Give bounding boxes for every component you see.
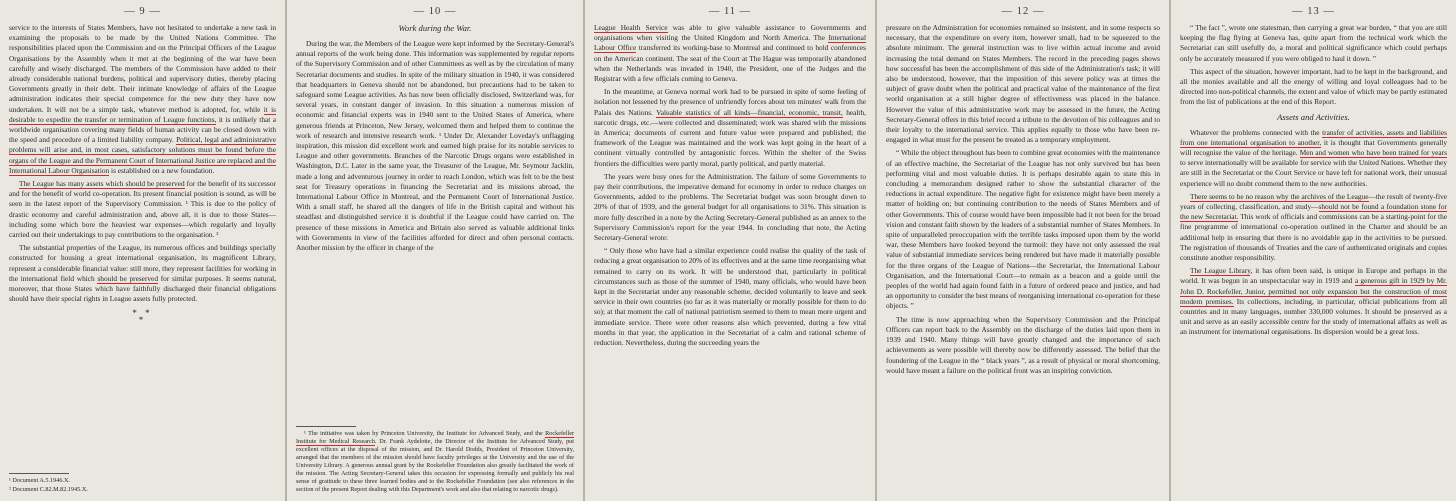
underlined-text: transfer of activities, assets and liabilities from one international organisation to another, bbox=[1180, 127, 1448, 147]
section-separator: * * * bbox=[132, 308, 153, 326]
footnotes bbox=[9, 473, 276, 495]
footnote-rule bbox=[296, 426, 356, 427]
page-number: — 9 — bbox=[124, 6, 161, 17]
footnote-rule bbox=[9, 473, 69, 474]
underlined-text: The League has many assets which should be preserved bbox=[19, 179, 185, 189]
paragraph: During the war, the Members of the League were kept informed by the Secretary-General's annual reports of the work being done. This information was supplemented by regular reports of the Supervisory Commission and of other Committees as well as by the circulation of many Secretariat documents and studies. In spite of the military situation in 1940, it was considered that headquarters in Geneva should not be abandoned, but precautions had to be taken to safeguard some League activities. As has now been officially disclosed, Switzerland was, for several years, in constant danger of invasion. In this situation a numerous mission of economic and financial experts was in 1940 sent to the United States of America, where generous friends at Princeton, New Jersey, welcomed them and helped them to continue the work of research and intensive research work. ¹ Under Dr. Alexander Loveday's unflagging inspiration, this mission did excellent work and earned high praise for its notable services to League and other governments. Branches of the Narcotic Drugs organs were established in Washington, D.C. Later in the same year, the Treasurer of the League, Mr. Seymour Jacklin, made a long and adventurous journey in order to reach London, which was felt to be the best seat for Treasury operations in financing the Secretariat and its missions abroad, the International Labour Office in Montreal, and the Permanent Court of International Justice. With a small staff, he shared all the dangers of life in the British capital and without his steadfast and distinguished service it is doubtful if the League could have carried on. The presence of these missions in America and Britain also served as valuable additional links with Governments in view of the facilities afforded for direct and often personal contacts. Another mission by the officer in charge of the bbox=[296, 39, 574, 253]
footnotes bbox=[296, 426, 574, 495]
document-page-10 bbox=[287, 0, 585, 501]
underlined-text: Political, legal and administrative problems will arise and, in most cases, satisfactory solutions must be found before the organs of the League and the Permanent Court of International Justice are replaced and the International Labour Organisation bbox=[9, 135, 276, 175]
underlined-text: International Labour Office bbox=[594, 33, 866, 53]
document-page-13 bbox=[1171, 0, 1456, 501]
paragraph: The League Library, it has often been said, is unique in Europe and perhaps in the world. It was begun in an unspectacular way in 1919 and a generous gift in 1929 by Mr. John D. Rockefeller, Junior, permitted not only expansion but the construction of most modern premises. Its collections, including, in particular, official publications from all countries and in many languages, number 330,000 volumes. It should be preserved as a unit and serve as an easily accessible centre for the study of international affairs as well as an instrument for international organisations. Its dispersion would be a great loss. bbox=[1180, 266, 1447, 337]
section-heading: Assets and Activities. bbox=[1277, 111, 1350, 122]
page-number: — 10 — bbox=[413, 6, 457, 17]
paragraph: Whatever the problems connected with the transfer of activities, assets and liabilities from one international organisation to another, it is thought that Governments generally will recognise the value of the heritage. Men and women who have been trained for years to serve internationally will be available for service with the United Nations. Whether they are still in the Secretariat or the Court Service or have left for national work, their unusual experience will no doubt commend them to the new authorities. bbox=[1180, 127, 1448, 188]
underlined-text: Valuable statistics of all kinds—financial, economic, transit, bbox=[656, 107, 843, 117]
page-number: — 11 — bbox=[708, 6, 752, 17]
underlined-text: Men and women who have been trained for years bbox=[1299, 148, 1447, 158]
document-page-12 bbox=[877, 0, 1171, 501]
page-number: — 12 — bbox=[1001, 6, 1045, 17]
paragraph: “ Only those who have had a similar experience could realise the quality of the task of reducing a great organisation to 20% of its effectives and at the same time reorganising what remained to carry on its work. It will be understood that, particularly in political circumstances such as those of the summer of 1940, many officials, who would have been kept in the Secretariat under any reasonable scheme, decided voluntarily to leave and seek service in their own countries (so far as it was materially or morally possible for them to do so); at that moment the call of national patriotism seemed to them to mean more urgent and immediate service. There were other reasons also which prevented, during a few vital months in that year, the application in the Secretariat of a calm and rational scheme of reduction. Nevertheless, during the succeeding years the bbox=[594, 246, 866, 348]
paragraph: pressure on the Administration for economies remained so insistent, and in some respects so necessary, that the expenditure on every item, however small, had to be squeezed to the absolute minimum. The general instruction was to live within actual income and avoid increasing the total demand on States Members. The record in the preceding pages shows how successful has been the accomplishment of this side of the Administration's task; it will also be understood, however, that the imposition of this severe policy was at times the subject of grave doubt when the political and practical value of the maintenance of the first world organisation at a still higher degree of effectiveness was placed in the balance. However the value of this administrative work may be assessed in the future, the Acting Secretary-General offers in this brief record a tribute to the devotion of his colleagues and to their loyalty to the international service. This applies equally to those who have been re-engaged in what must for the present be treated as a temporary employment. bbox=[886, 23, 1160, 145]
paragraph: The years were busy ones for the Administration. The failure of some Governments to pay their contributions, the imperative demand for economy in order to reduce charges on Governments, added to the problems. The Secretariat budget was soon brought down to 20% of that of 1939, and the general budget for all organisations to 31%. This situation is more fully described in a note by the Acting Secretary-General published as an annex to the Supervisory Commission's report for the year 1944. In concluding that note, the Acting Secretary-General wrote: bbox=[594, 171, 866, 243]
paragraph: The substantial properties of the League, its numerous offices and buildings specially constructed for housing a great international organisation, its magnificent Library, represent a considerable financial value: still more, they represent facilities for working in the international field which should be preserved for similar purposes. It seems natural, moreover, that those States which have faithfully discharged their financial obligations should have their special rights in League assets fully protected. bbox=[9, 243, 276, 304]
paragraph: service to the interests of States Members, have not hesitated to undertake a new task in examining the proposals to be made by the United Nations Committee. The responsibilities placed upon the Commission and on the Principal Officers of the League Organisations by the Assembly when it met at the beginning of the war have been carefully and wisely discharged. The members of the Commission have added to their already considerable national burdens, political and supervisory duties, thereby placing Governments greatly in their debt. Their intimate knowledge of affairs of the League administration indicates their special competence for the new duty they have now undertaken. It will not be a simple task, whatever method is adopted, for, while it is desirable to expedite the transfer or termination of League functions, it is unlikely that a worldwide organisation covering many fields of human activity can be closed down with the speed and procedure of a limited liability company. Political, legal and administrative problems will arise and, in most cases, satisfactory solutions must be found before the organs of the League and the Permanent Court of International Justice are replaced and the International Labour Organisation is established on a new foundation. bbox=[9, 23, 276, 175]
paragraph: “ While the object throughout has been to combine great economies with the maintenance of an effective machine, the Secretariat of the League has not only survived but has been performing vital and most valuable duties. It is perhaps desirable again to state this in concluding a memorandum designed rather to show the substantial character of the reductions in actual expenditure. The negative fight for existence might have been merely a matter of holding on; but continuing contribution to the needs of States Members and of other Governments. This of course would have been impossible had it not been for the broad vision and constant faith shown by the leaders of a substantial number of States Members. In spite of unparalleled preoccupation with the terrible tasks imposed upon them by the world war, these Members have looked beyond the turmoil: they have not only assessed the real value of substantial immediate services being rendered but have made it materially possible for the three organs of the League of Nations—the Secretariat, the International Labour Organisation, and the International Court—to remain as a beacon and a guide until the peoples of the world had again found faith in a future of ordered peace and justice, and had an opportunity to consider the best means of reorganising international co-operation for these objects. ” bbox=[886, 148, 1160, 311]
paragraph: In the meantime, at Geneva normal work had to be pursued in spite of some feeling of isolation not lessened by the presence of unfriendly forces about ten minutes' walk from the Palais des Nations. Valuable statistics of all kinds—financial, economic, transit, health, narcotic drugs, etc.—were collected and disseminated; work was shared with the missions in America; documents of current and future value were prepared and published; the framework of the League was maintained and the work was kept going in the heart of a continent virtually controlled by antagonistic forces. Within the shelter of the Swiss frontiers the difficulties were partly moral, partly political, and partly material. bbox=[594, 87, 866, 168]
document-page-11 bbox=[585, 0, 877, 501]
footnote: ² Document C.82.M.82.1945.X. bbox=[9, 486, 88, 493]
underlined-text: it is desirable to expedite the transfer or termination of League functions, bbox=[9, 104, 276, 124]
footnote: ¹ Document A.5.1946.X. bbox=[9, 477, 70, 484]
underlined-text: a generous gift in 1929 by Mr. John D. Rockefeller, Junior, permitted not only expansion but the construction of most modern premises. bbox=[1180, 276, 1447, 306]
section-heading: Work during the War. bbox=[398, 23, 472, 33]
document-page-9 bbox=[0, 0, 287, 501]
underlined-text: There seems to be no reason why the archives of the League bbox=[1190, 191, 1369, 201]
paragraph: This aspect of the situation, however important, had to be kept in the background, and all the monies available and all the energy of willing and loyal colleagues had to be directed into non-political channels, the extent and value of which may be partly estimated from the list of publications at the end of this Report. bbox=[1180, 66, 1447, 107]
underlined-text: The League Library bbox=[1190, 266, 1251, 276]
underlined-text: should be preserved bbox=[97, 273, 158, 283]
underlined-text: should not be found a foundation stone for the new Secretariat. bbox=[1180, 202, 1447, 222]
paragraph: The League has many assets which should be preserved for the benefit of its successor and for the benefit of world co-operation. Its present financial position is sound, as will be seen in the latest report of the Supervisory Commission. ¹ This is due to the policy of drastic economy and careful administration and, above all, it is due to those States—including some which bore the heaviest war expenses—which regularly and loyally carried out their undertakings to pay contributions to the organisation. ² bbox=[9, 179, 277, 240]
paragraph: The time is now approaching when the Supervisory Commission and the Principal Officers can report back to the Assembly on the discharge of the duties laid upon them in 1939 and 1940. Many things will have greatly changed and the importance of such achievements as were possible will thereby now be differently assessed. The belief that the foundering of the League in the “ black years ”, as a result of physical or moral shortcoming, would have meant a failure on the political front was an inspiring conviction. bbox=[886, 314, 1160, 375]
footnote: ¹ The initiative was taken by Princeton University, the Institute for Advanced Study, and the Rockefeller Institute for Medical Research. Dr. Frank Aydelotte, the Director of the Institute for Advanced Study, put excellent offices at the disposal of the mission, and Dr. Harold Dodds, President of Princeton University, arranged that the members of the mission should have faculty privileges at the University and the use of the University Library. A generous annual grant by the Rockefeller Foundation also greatly facilitated the work of the mission. The Acting Secretary-General takes this occasion for expressing formally and publicly his real sense of gratitude to these three learned bodies and to the Rockefeller Foundation (see also references in the section of the present Report dealing with this Department's work and also that relating to narcotic drugs). bbox=[296, 430, 574, 493]
underlined-text: League Health Service bbox=[594, 23, 668, 32]
page-number: — 13 — bbox=[1292, 6, 1335, 17]
paragraph: There seems to be no reason why the archives of the League—the result of twenty-five years of collecting, classification, and study—should not be found a foundation stone for the new Secretariat. This work of officials and commissions can be a starting-point for the fine programme of international co-operation outlined in the Charter and should be an additional help in ensuring that there is no avoidable gap in the activities to be pursued. The registration of thousands of Treaties and the care of authenticated originals and copies constitute another responsibility. bbox=[1180, 191, 1447, 263]
paragraph: League Health Service was able to give valuable assistance to Governments and organisations when visiting the United Kingdom and North America. The International Labour Office transferred its working-base to Montreal and continued to hold conferences on the American continent. The seat of the Court at The Hague was temporarily abandoned when the Netherlands was invaded in 1940, the President, one of the Judges and the Registrar with a few officials coming to Geneva. bbox=[594, 23, 866, 84]
underlined-text: Rockefeller Institute for Medical Research bbox=[296, 430, 574, 445]
paragraph: “ The fact ”, wrote one statesman, then carrying a great war burden, “ that you are still keeping the flag flying at Geneva has, quite apart from the technical work which the Secretariat can still usefully do, a moral and political significance which could perhaps only be accurately measured if you were obliged to haul it down. ” bbox=[1180, 23, 1447, 63]
